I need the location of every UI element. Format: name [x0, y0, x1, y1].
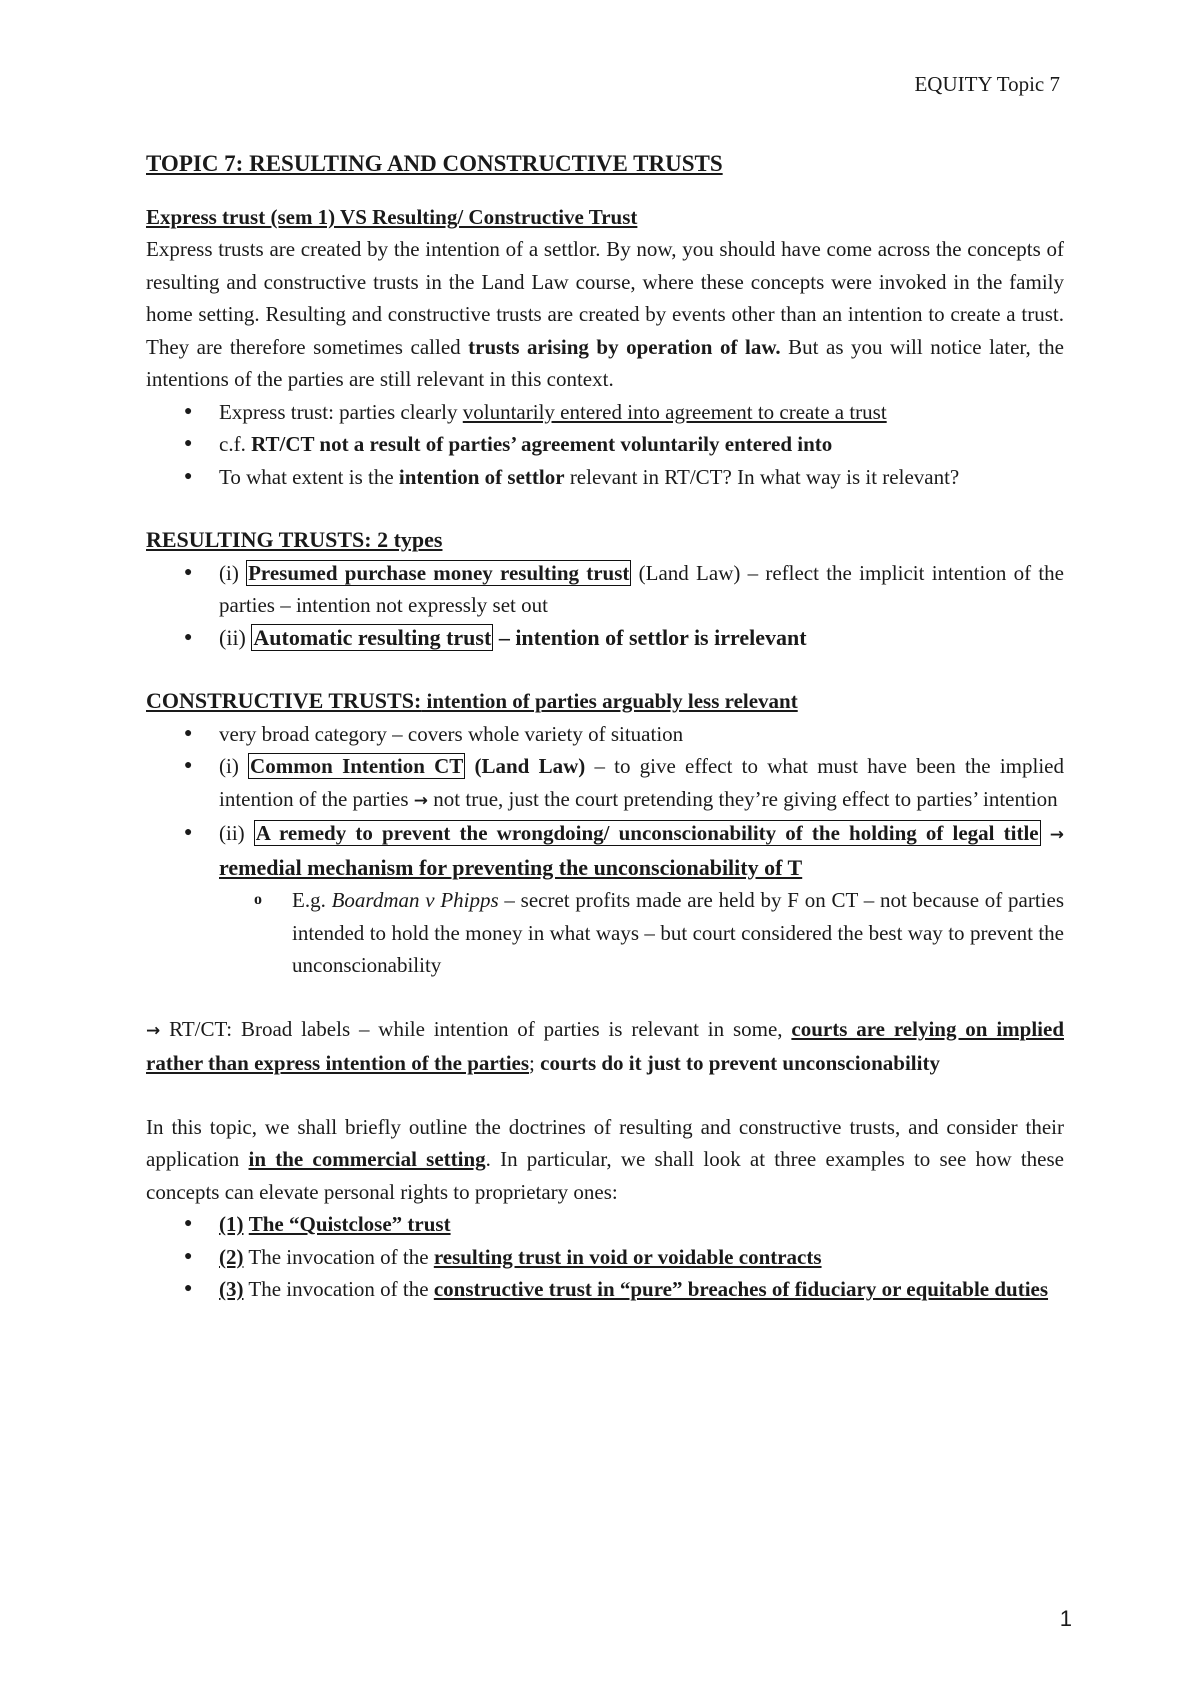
bullet-icon: ● [184, 758, 193, 773]
bullet-icon: ● [184, 1248, 193, 1264]
list-item: ● (2) The invocation of the resulting trust in void or voidable contracts [146, 1241, 1064, 1274]
outline-paragraph: In this topic, we shall briefly outline the doctrines of resulting and constructive trusts, and consider their application in the commercial setting. In particular, we shall look at three examples to see how these concepts can elevate personal rights to proprietary ones: [146, 1114, 1064, 1204]
list-item: ● very broad category – covers whole variety of situation [146, 718, 1064, 751]
running-header: EQUITY Topic 7 [914, 72, 1060, 96]
document-title: TOPIC 7: RESULTING AND CONSTRUCTIVE TRUSTS [146, 151, 723, 176]
bullet-icon: ● [184, 1281, 193, 1296]
right-arrow-icon: → [1049, 825, 1064, 845]
list-item: ● (3) The invocation of the constructive trust in “pure” breaches of fiduciary or equitable duties [146, 1273, 1064, 1306]
boxed-term: A remedy to prevent the wrongdoing/ unconscionability of the holding of legal title [255, 821, 1039, 845]
list-item: ● (i) Presumed purchase money resulting trust (Land Law) – reflect the implicit intention of the parties – intention not expressly set out [146, 557, 1064, 622]
bullet-icon: ● [184, 468, 193, 484]
list-item: ● (ii) A remedy to prevent the wrongdoing/ unconscionability of the holding of legal title → remedial mechanism for preventing the unconscionability of T o E.g. Boardman v Phipps – secret profits made are held by F on CT – not because of parties intended to hold the money in what ways – but court considered the best way to prevent the unconscionability [146, 817, 1064, 982]
right-arrow-icon: → [413, 790, 429, 811]
bullet-icon: ● [184, 403, 193, 419]
intro-bullet-list [146, 396, 1064, 494]
list-item: ● To what extent is the intention of settlor relevant in RT/CT? In what way is it relevant? [146, 461, 1064, 494]
bullet-icon: ● [184, 564, 193, 580]
sub-list-item: o E.g. Boardman v Phipps – secret profits made are held by F on CT – not because of parties intended to hold the money in what ways – but court considered the best way to prevent the unconscionability [146, 884, 1064, 982]
outline-bullet-list [146, 1208, 1064, 1306]
list-item: ● c.f. RT/CT not a result of parties’ agreement voluntarily entered into [146, 428, 1064, 461]
bullet-icon: ● [184, 725, 193, 741]
section-heading-constructive: CONSTRUCTIVE TRUSTS: intention of parties arguably less relevant [146, 688, 798, 713]
boxed-term: Presumed purchase money resulting trust [248, 560, 630, 585]
right-arrow-icon: → [146, 1020, 161, 1041]
bullet-icon: ● [184, 629, 193, 645]
bullet-icon: ● [184, 1216, 193, 1231]
list-item: ● (i) Common Intention CT (Land Law) – to give effect to what must have been the implied intention of the parties → not true, just the court pretending they’re giving effect to parties’ intention [146, 750, 1064, 817]
section-heading-express: Express trust (sem 1) VS Resulting/ Constructive Trust [146, 204, 638, 229]
resulting-bullet-list [146, 557, 1064, 655]
document-body [146, 148, 1064, 1306]
list-item: ● (ii) Automatic resulting trust – intention of settlor is irrelevant [146, 622, 1064, 655]
list-item: ● (1) The “Quistclose” trust [146, 1208, 1064, 1241]
list-item: ● Express trust: parties clearly voluntarily entered into agreement to create a trust [146, 396, 1064, 429]
case-name: Boardman v Phipps [331, 888, 499, 912]
page-number: 1 [1059, 1606, 1072, 1631]
bullet-icon: ● [184, 436, 193, 451]
boxed-term: Automatic resulting trust [253, 624, 492, 650]
constructive-bullet-list [146, 718, 1064, 982]
hollow-bullet-icon: o [254, 891, 262, 908]
bullet-icon: ● [184, 825, 193, 840]
summary-paragraph: → RT/CT: Broad labels – while intention of parties is relevant in some, courts are relying on implied rather than express intention of the parties; courts do it just to prevent unconscionability [146, 1016, 1064, 1075]
intro-paragraph: Express trusts are created by the intention of a settlor. By now, you should have come across the concepts of resulting and constructive trusts in the Land Law course, where these concepts were invoked in the family home setting. Resulting and constructive trusts are created by events other than an intention to create a trust. They are therefore sometimes called trusts arising by operation of law. But as you will notice later, the intentions of the parties are still relevant in this context. [146, 237, 1064, 391]
section-heading-resulting: RESULTING TRUSTS: 2 types [146, 527, 443, 552]
boxed-term: Common Intention CT [250, 754, 464, 778]
sub-bullet-list [219, 884, 1064, 982]
